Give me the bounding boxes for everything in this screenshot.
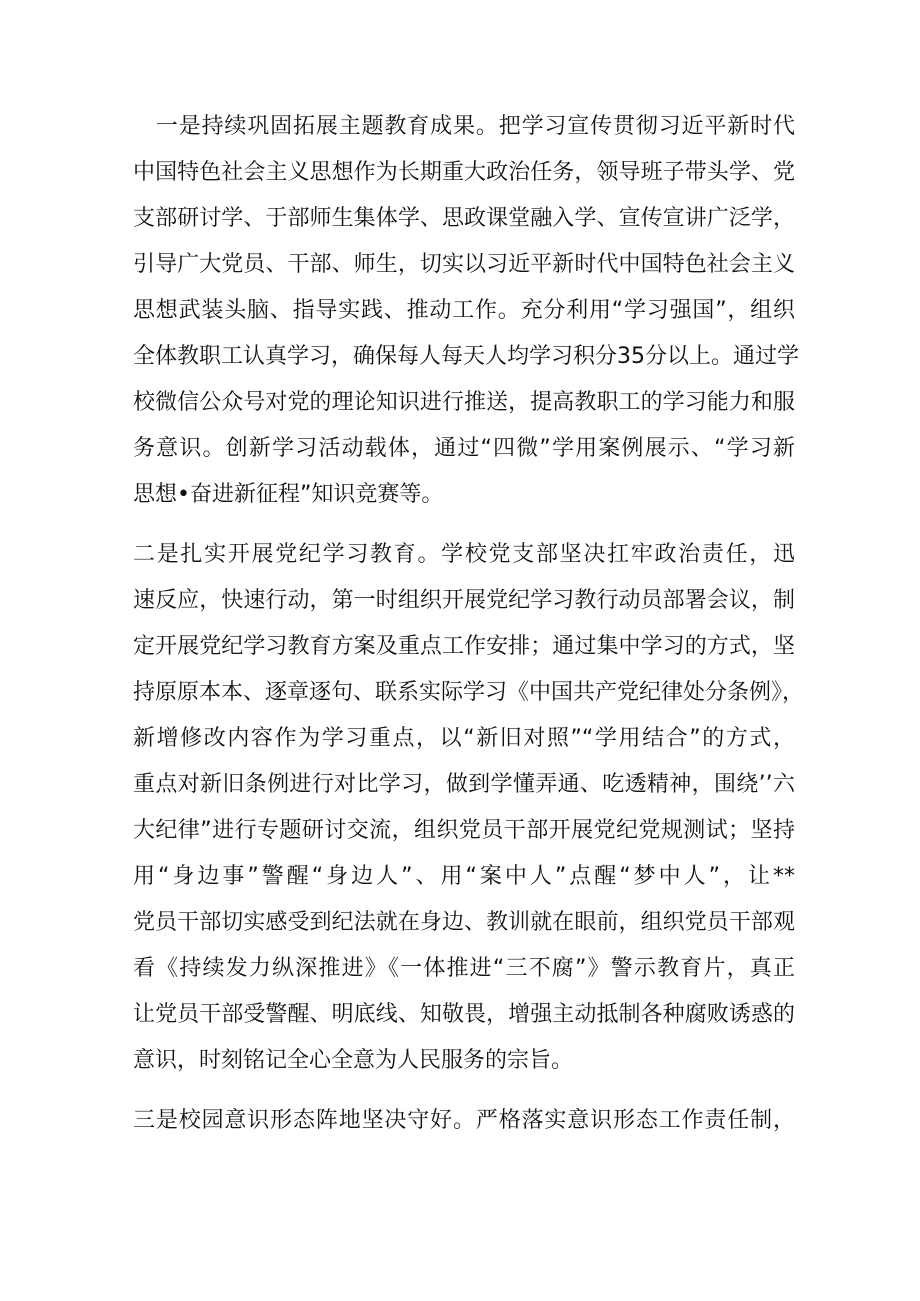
text-line: 用“身边事”警醒“身边人”、用“案中人”点醒“梦中人”，让**	[133, 864, 795, 889]
text-line: 持原原本本、逐章逐句、联系实际学习《中国共产党纪律处分条例》，	[133, 680, 805, 705]
text-line: 重点对新旧条例进行对比学习，做到学懂弄通、吃透精神，围绕’’六	[133, 772, 795, 797]
text-line: 大纪律”进行专题研讨交流，组织党员干部开展党纪党规测试；坚持	[133, 818, 795, 843]
text-line: 引导广大党员、干部、师生，切实以习近平新时代中国特色社会主义	[133, 252, 795, 277]
text-line: 中国特色社会主义思想作为长期重大政治任务，领导班子带头学、党	[133, 160, 795, 185]
text-line: 定开展党纪学习教育方案及重点工作安排；通过集中学习的方式，坚	[133, 634, 795, 659]
text-line: 务意识。创新学习活动载体，通过“四微”学用案例展示、“学习新	[133, 436, 795, 461]
paragraph-3	[133, 1098, 795, 1144]
paragraph-spacer	[133, 518, 795, 532]
paragraph-2	[133, 532, 805, 1084]
paragraph-1	[133, 104, 799, 518]
text-line: 思想武装头脑、指导实践、推动工作。充分利用“学习强国”，组织	[133, 298, 795, 323]
text-line: 让党员干部受警醒、明底线、知敬畏，增强主动抵制各种腐败诱惑的	[133, 1002, 795, 1027]
text-line: 看《持续发力纵深推进》《一体推进“三不腐”》警示教育片，真正	[133, 956, 795, 981]
text-line: 党员干部切实感受到纪法就在身边、教训就在眼前，组织党员干部观	[133, 910, 795, 935]
text-line: 速反应，快速行动，第一时组织开展党纪学习教行动员部署会议，制	[133, 588, 795, 613]
text-line: 新增修改内容作为学习重点，以“新旧对照”“学用结合”的方式，	[133, 726, 795, 751]
text-line: 一是持续巩固拓展主题教育成果。把学习宣传贯彻习近平新时代	[133, 114, 795, 139]
text-line: 思想•奋进新征程”知识竞赛等。	[133, 482, 444, 507]
document-body	[133, 104, 805, 1144]
text-line: 校微信公众号对党的理论知识进行推送，提高教职工的学习能力和服	[133, 390, 795, 415]
text-line: 支部研讨学、于部师生集体学、思政课堂融入学、宣传宣讲广泛学，	[133, 206, 795, 231]
paragraph-spacer	[133, 1084, 795, 1098]
text-line: 意识，时刻铭记全心全意为人民服务的宗旨。	[133, 1048, 574, 1073]
text-line: 二是扎实开展党纪学习教育。学校党支部坚决扛牢政治责任，迅	[133, 542, 795, 567]
text-line: 三是校园意识形态阵地坚决守好。严格落实意识形态工作责任制，	[133, 1108, 795, 1133]
text-line: 全体教职工认真学习，确保每人每天人均学习积分35分以上。通过学	[133, 344, 799, 369]
